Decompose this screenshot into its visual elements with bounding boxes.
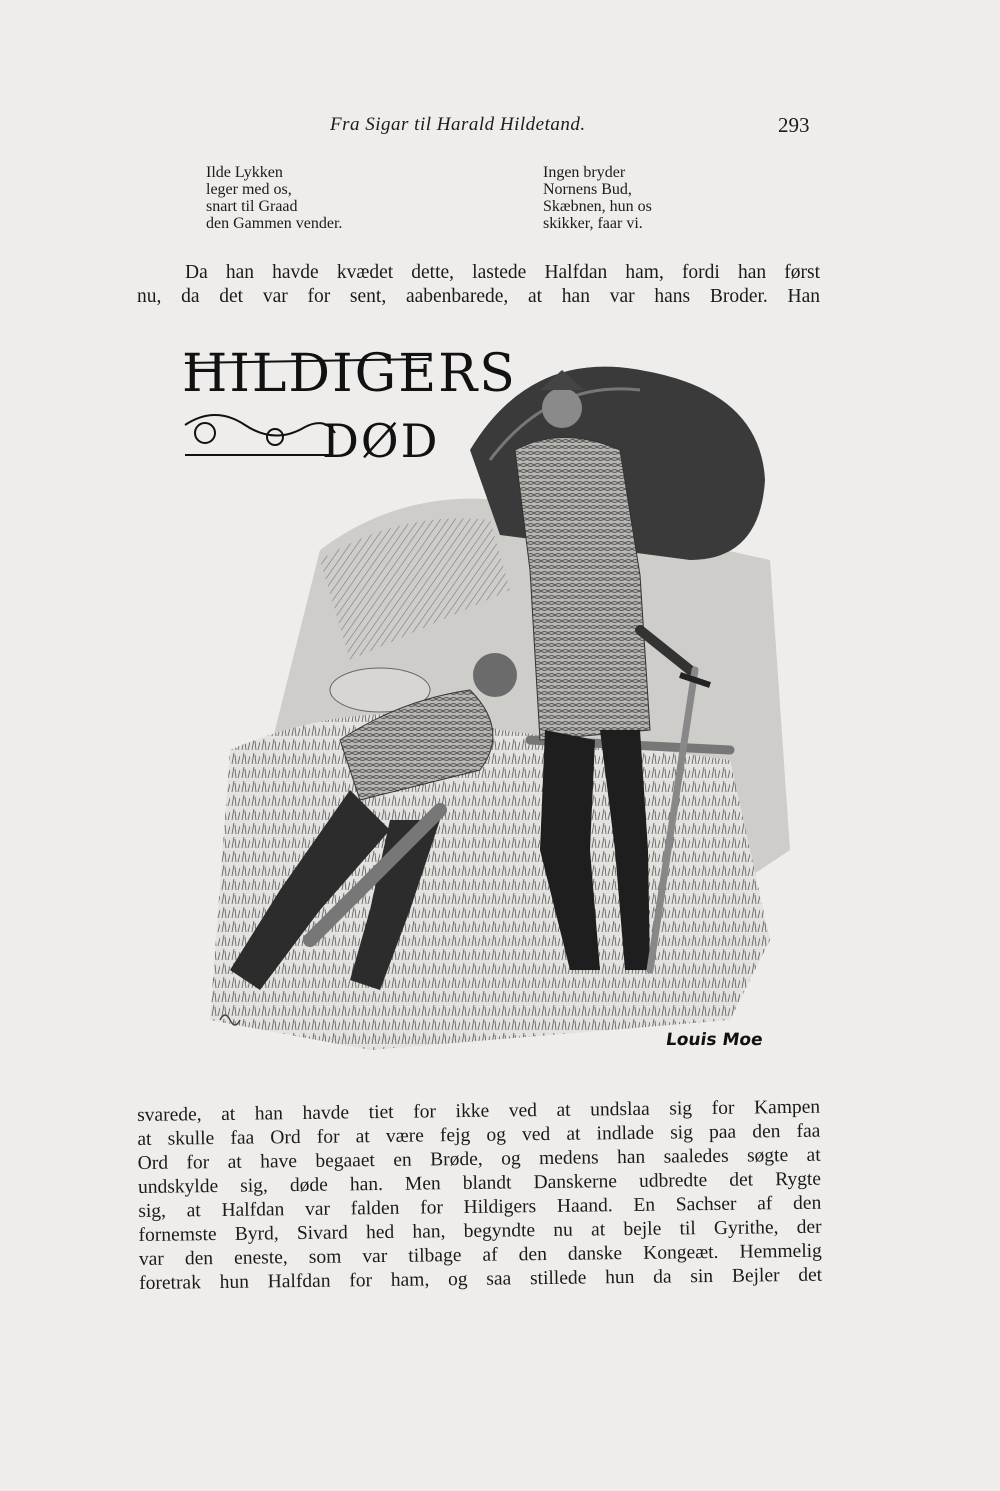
page-number: 293 xyxy=(778,113,810,137)
text-line: svarede, at han havde tiet for ikke ved at undslaa sig for Kampen xyxy=(137,1096,821,1126)
text-line: at skulle faa Ord for at være fejg og ved at indlade sig paa den faa xyxy=(137,1120,821,1150)
verse-line: skikker, faar vi. xyxy=(543,215,643,232)
verse-right xyxy=(543,164,652,232)
text-line: Ord for at have begaaet en Brøde, og medens han saaledes søgte at xyxy=(137,1144,821,1174)
illustration-title-line1: HILDIGERS xyxy=(182,344,517,404)
text-line: sig, at Halfdan var falden for Hildigers Haand. En Sachser af den xyxy=(138,1192,822,1222)
verse-line: Ingen bryder xyxy=(543,164,626,181)
artist-signature: Louis Moe xyxy=(664,1030,765,1050)
illustration-title-line2: DØD xyxy=(322,414,440,468)
verse-left xyxy=(206,164,342,232)
verse-line: leger med os, xyxy=(206,181,292,198)
text-line: var den eneste, som var tilbage af den danske Kongeæt. Hemmelig xyxy=(138,1240,822,1270)
verse-line: Ilde Lykken xyxy=(206,164,283,181)
text-line: undskylde sig, døde han. Men blandt Danskerne udbredte det Rygte xyxy=(137,1168,822,1198)
paragraph-2 xyxy=(137,1096,822,1296)
verse-line: Nornens Bud, xyxy=(543,181,632,198)
verse-line: Skæbnen, hun os xyxy=(543,198,652,215)
text-line: foretrak hun Halfdan for ham, og saa stillede hun da sin Bejler det xyxy=(139,1264,823,1294)
text-line: Da han havde kvædet dette, lastede Halfdan ham, fordi han først xyxy=(185,262,820,283)
running-title: Fra Sigar til Harald Hildetand. xyxy=(330,114,586,135)
text-line: nu, da det var for sent, aabenbarede, at han var hans Broder. Han xyxy=(137,286,820,307)
verse-line: snart til Graad xyxy=(206,198,298,215)
paragraph-1 xyxy=(137,261,820,309)
text-line: fornemste Byrd, Sivard hed han, begyndte nu at bejle til Gyrithe, der xyxy=(138,1216,822,1246)
verse-line: den Gammen vender. xyxy=(206,215,343,232)
